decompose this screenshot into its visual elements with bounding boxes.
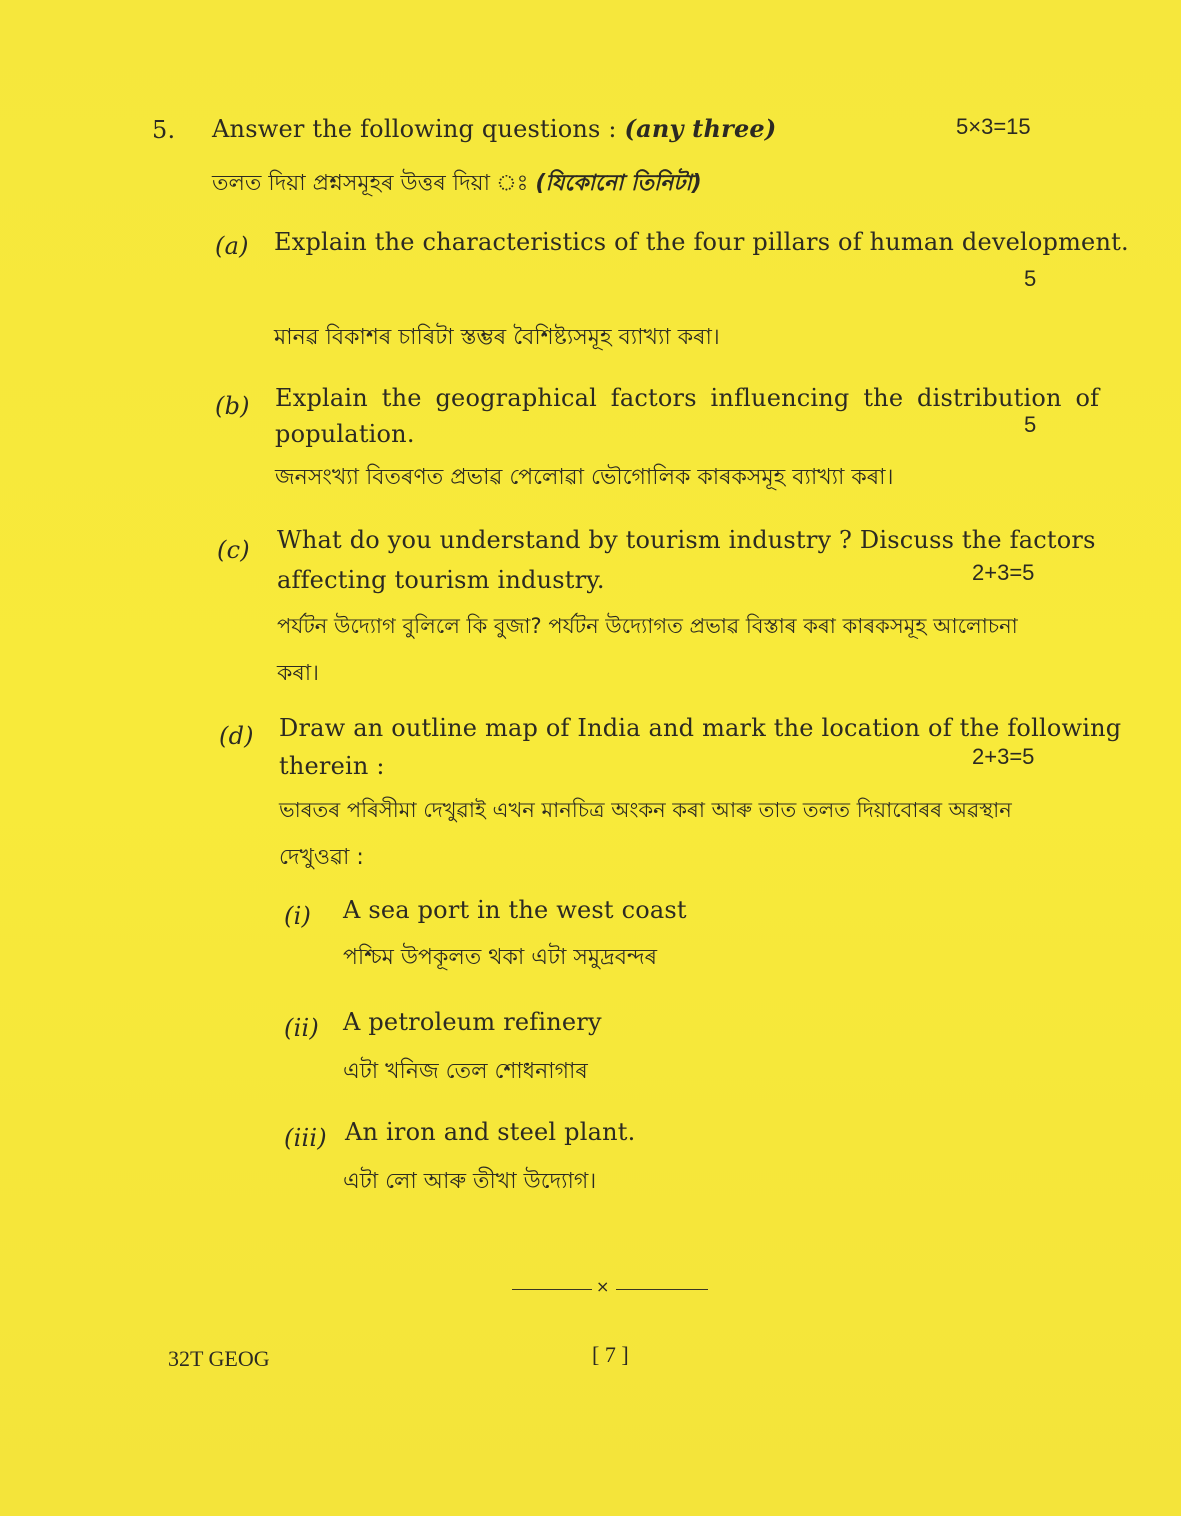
- question-instruction-as: [212, 166, 702, 203]
- part-d-as-line2: দেখুওৱা :: [279, 845, 364, 870]
- part-a-en-line1: Explain the characteristics of the four pillars of human development.: [274, 228, 1129, 256]
- page-number: [ 7 ]: [592, 1342, 629, 1367]
- question-marks: 5×3=15: [956, 114, 1031, 139]
- part-d-en-line1: Draw an outline map of India and mark the location of the following: [279, 714, 1122, 742]
- item-iii-label: (iii): [284, 1124, 327, 1152]
- end-divider-right: [616, 1289, 708, 1290]
- part-a-marks: 5: [1024, 266, 1037, 291]
- part-c-en-line2: affecting tourism industry.: [277, 566, 605, 594]
- part-c-as-line1: পৰ্যটন উদ্যোগ বুলিলে কি বুজা? পৰ্যটন উদ্যোগত প্ৰভাৱ বিস্তাৰ কৰা কাৰকসমূহ আলোচনা: [277, 614, 1018, 638]
- end-divider-left: [512, 1289, 592, 1290]
- part-b-marks: 5: [1024, 412, 1037, 437]
- part-d-en-line2: therein :: [279, 752, 385, 780]
- part-b-en-line1: Explain the geographical factors influencing the distribution of: [275, 384, 1100, 412]
- part-b-label: (b): [215, 392, 250, 420]
- question-number: 5.: [152, 116, 176, 144]
- instruction-en-emphasis: (any three): [624, 114, 777, 143]
- part-d-as-line1: ভাৰতৰ পৰিসীমা দেখুৱাই এখন মানচিত্ৰ অংকন কৰা আৰু তাত তলত দিয়াবোৰৰ অৱস্থান: [279, 798, 1012, 822]
- item-iii-en: An iron and steel plant.: [345, 1118, 636, 1146]
- item-ii-label: (ii): [284, 1014, 319, 1042]
- part-b-en-line2: population.: [275, 420, 415, 448]
- instruction-en-text: Answer the following questions :: [212, 115, 617, 143]
- instruction-as-emphasis: (যিকোনো তিনিটা): [535, 171, 702, 196]
- part-c-en-line1: What do you understand by tourism industry ? Discuss the factors: [277, 526, 1096, 554]
- item-i-en: A sea port in the west coast: [343, 896, 687, 924]
- part-d-label: (d): [219, 722, 254, 750]
- part-c-as-line2: কৰা।: [277, 661, 320, 686]
- paper-code: 32T GEOG: [168, 1346, 270, 1371]
- item-i-as: পশ্চিম উপকূলত থকা এটা সমুদ্ৰবন্দৰ: [343, 945, 658, 970]
- item-ii-as: এটা খনিজ তেল শোধনাগাৰ: [343, 1059, 588, 1084]
- question-instruction-en: [212, 114, 776, 143]
- item-ii-en: A petroleum refinery: [343, 1008, 602, 1036]
- part-b-as-line1: জনসংখ্যা বিতৰণত প্ৰভাৱ পেলোৱা ভৌগোলিক কাৰকসমূহ ব্যাখ্যা কৰা।: [275, 465, 894, 490]
- part-c-label: (c): [217, 536, 250, 564]
- item-iii-as: এটা লো আৰু তীখা উদ্যোগ।: [343, 1169, 597, 1194]
- end-mark: ×: [596, 1277, 610, 1296]
- item-i-label: (i): [284, 902, 312, 930]
- part-a-as-line1: মানৱ বিকাশৰ চাৰিটা স্তম্ভৰ বৈশিষ্ট্যসমূহ ব্যাখ্যা কৰা।: [274, 325, 720, 350]
- part-d-marks: 2+3=5: [972, 744, 1035, 769]
- part-c-marks: 2+3=5: [972, 560, 1035, 585]
- instruction-as-text: তলত দিয়া প্ৰশ্নসমূহৰ উত্তৰ দিয়া ঃ: [212, 171, 529, 196]
- part-a-label: (a): [215, 232, 249, 260]
